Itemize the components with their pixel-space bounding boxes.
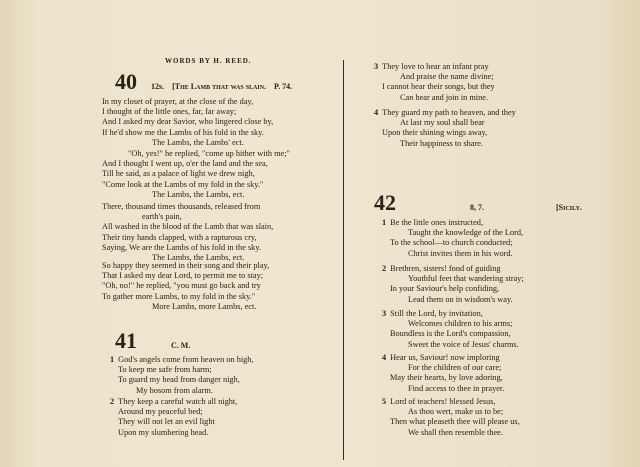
verse-number: 5 — [382, 397, 387, 406]
hymn-42-heading — [374, 192, 594, 215]
verse-line: God's angels come from heaven on high, — [118, 355, 254, 364]
verse-line: Lord of teachers! blessed Jesus, — [390, 397, 496, 406]
verse-line: Till he said, as a palace of light we drew nigh, — [102, 169, 255, 179]
hymn-tune: [Sicily. — [556, 203, 582, 212]
verse-line: In your Saviour's help confiding, — [390, 284, 500, 294]
verse-line: They love to hear an infant pray — [382, 62, 489, 71]
verse-line: As thou wert, make us to be; — [408, 407, 504, 417]
verse-line: Then what pleaseth thee will please us, — [390, 417, 520, 427]
verse-line: All washed in the blood of the Lamb that was slain, — [102, 222, 274, 232]
verse-number: 1 — [382, 218, 387, 227]
verse-line: Upon their shining wings away, — [382, 128, 488, 138]
hymn-number: 41 — [115, 328, 137, 353]
verse-line: May their hearts, by love adoring, — [390, 373, 503, 383]
verse-number: 4 — [374, 108, 379, 117]
verse-number: 4 — [382, 353, 387, 362]
verse-line: Taught the knowledge of the Lord, — [408, 228, 524, 238]
verse-line: To the school—to church conducted; — [390, 238, 513, 248]
hymn-number: 40 — [115, 69, 137, 94]
verse-line: Brethren, sisters! fond of guiding — [390, 264, 501, 273]
verse-line: To guard my head from danger nigh, — [118, 375, 240, 385]
refrain-line: More Lambs, more Lambs, ect. — [152, 301, 257, 311]
verse-number: 3 — [374, 62, 379, 71]
verse-number: 2 — [110, 397, 115, 406]
hymn-41-verse-1 — [110, 355, 254, 396]
verse-line: Hear us, Saviour! now imploring — [390, 353, 500, 362]
hymn-41-verse-4 — [374, 108, 516, 149]
column-divider — [343, 60, 344, 460]
verse-line: Lead them on in wisdom's way. — [408, 294, 513, 304]
hymn-42-verse-2 — [382, 264, 524, 305]
verse-line: I thought of the little ones, far, far away; — [102, 107, 237, 117]
hymn-tune-page: P. 74. — [274, 82, 293, 91]
verse-line: To keep me safe from harm; — [118, 365, 212, 375]
verse-line: They keep a careful watch all night, — [118, 397, 238, 406]
verse-line: "Oh, yes!" he replied, "come up hither with me;" — [128, 149, 290, 158]
verse-line: That I asked my dear Lord, to permit me to stay; — [102, 271, 264, 281]
verse-line: If he'd show me the Lambs of his fold in the sky. — [102, 127, 264, 137]
verse-line: So happy they seemed in their song and their play, — [102, 261, 270, 270]
verse-line: They guard my path to heaven, and they — [382, 108, 516, 117]
verse-line: We shall then resemble thee. — [408, 427, 503, 437]
verse-line: And I thought I went up, o'er the land and the sea, — [102, 159, 268, 169]
hymn-41-heading — [115, 330, 190, 353]
verse-number: 1 — [110, 355, 115, 364]
refrain-line: The Lambs, the Lambs, ect. — [152, 253, 245, 263]
hymn-42-verse-1 — [382, 218, 523, 259]
hymn-42-verse-4 — [382, 353, 504, 394]
refrain-line: The Lambs, the Lambs, ect. — [152, 189, 245, 199]
verse-line: For the children of our care; — [408, 363, 502, 373]
hymn-meter: 12s. — [151, 82, 165, 91]
hymn-41-verse-2 — [110, 397, 237, 438]
hymn-40-verse-3 — [102, 202, 273, 263]
hymn-40-heading — [115, 71, 292, 94]
hymn-41-verse-3 — [374, 62, 495, 103]
verse-line: Around my peaceful bed; — [118, 407, 203, 417]
verse-line: Youthful feet that wandering stray; — [408, 274, 524, 284]
verse-line: And praise the name divine; — [400, 72, 494, 82]
hymn-meter: C. M. — [171, 341, 191, 350]
verse-line: In my closet of prayer, at the close of the day, — [102, 97, 254, 106]
verse-number: 2 — [382, 264, 387, 273]
verse-line: Christ invites them in his word. — [408, 248, 513, 258]
verse-line: Welcomes children to his arms; — [408, 319, 513, 329]
verse-line: "Come look at the Lambs of my fold in the sky." — [102, 179, 264, 189]
hymn-42-verse-3 — [382, 309, 519, 350]
verse-line: Their tiny hands clapped, with a rapturous cry, — [102, 232, 257, 242]
verse-line: Sweet the voice of Jesus' charms. — [408, 339, 519, 349]
hymn-42-verse-5 — [382, 397, 520, 438]
hymn-meter: 8, 7. — [470, 203, 484, 212]
hymn-40-verse-1 — [102, 97, 273, 148]
verse-line: earth's pain, — [142, 212, 182, 222]
verse-line: "Oh, no!" he replied, "you must go back and try — [102, 281, 261, 291]
refrain-line: The Lambs, the Lambs' ect. — [152, 137, 244, 147]
verse-line: Their happiness to share. — [400, 138, 483, 148]
verse-line: Boundless is the Lord's compassion, — [390, 329, 511, 339]
verse-line: I cannot hear their songs, but they — [382, 82, 495, 92]
hymn-number: 42 — [374, 190, 396, 215]
verse-line: Saying, We are the Lambs of his fold in the sky. — [102, 242, 262, 252]
verse-line: Upon my slumbering head. — [118, 427, 209, 437]
hymn-40-verse-4 — [102, 261, 269, 312]
verse-line: There, thousand times thousands, released from — [102, 202, 261, 211]
verse-line: Be the little ones instructed, — [390, 218, 484, 227]
verse-number: 3 — [382, 309, 387, 318]
hymn-tune: [The Lamb that was slain. — [172, 82, 267, 91]
verse-line: Can hear and join in mine. — [400, 92, 489, 102]
verse-line: To gather more Lambs, to my fold in the sky." — [102, 291, 256, 301]
running-header: WORDS BY H. REED. — [165, 57, 252, 65]
verse-line: My bosom from alarm. — [136, 385, 213, 395]
hymn-40-verse-2 — [102, 149, 290, 200]
verse-line: And I asked my dear Savior, who lingered close by, — [102, 117, 274, 127]
verse-line: Find access to thee in prayer. — [408, 383, 505, 393]
verse-line: At last my soul shall bear — [400, 118, 485, 128]
verse-line: They will not let an evil light — [118, 417, 215, 427]
verse-line: Still the Lord, by invitation, — [390, 309, 483, 318]
